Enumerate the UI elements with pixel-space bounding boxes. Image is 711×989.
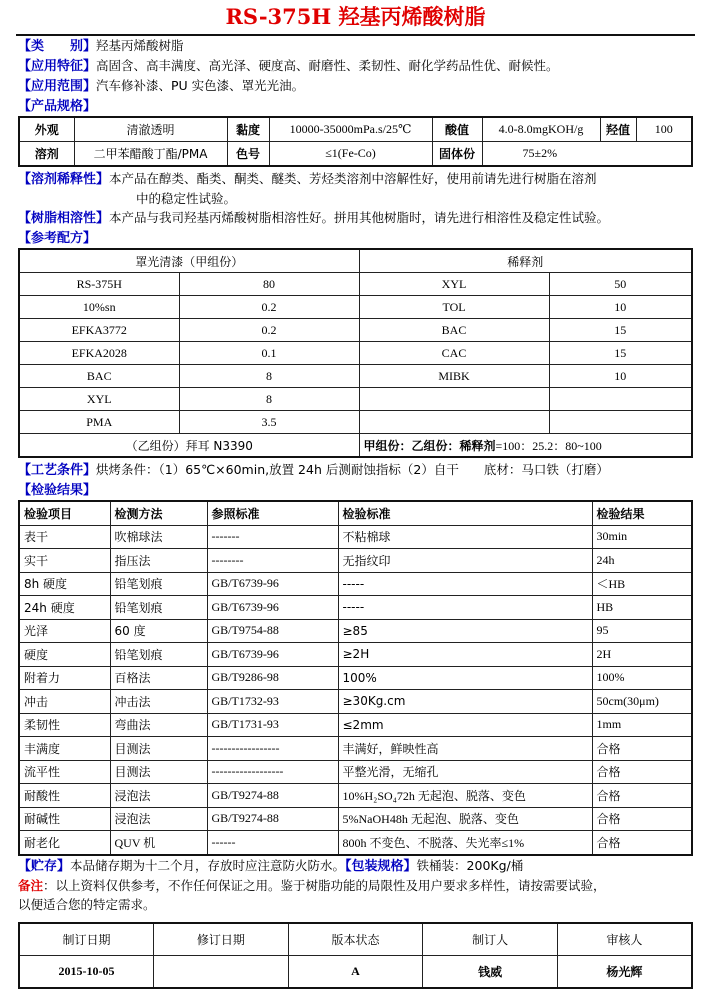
test-header: 检验项目 <box>19 501 110 525</box>
table-row <box>19 784 692 808</box>
test-standard: GB/T6739-96 <box>207 572 338 596</box>
formula-cell: CAC <box>359 342 549 365</box>
test-criterion: 5%NaOH48h 无起泡、脱落、变色 <box>338 807 592 831</box>
page-title: RS-375H 羟基丙烯酸树脂 <box>16 0 695 36</box>
formula-cell: 3.5 <box>179 411 359 434</box>
test-criterion: ----- <box>338 596 592 620</box>
table-row <box>19 549 692 573</box>
table-row <box>19 713 692 737</box>
test-standard: GB/T6739-96 <box>207 596 338 620</box>
label-formula: 【参考配方】 <box>18 231 97 246</box>
revision-modified-date <box>154 955 289 988</box>
text-features: 高固含、高丰满度、高光泽、硬度高、耐磨性、柔韧性、耐化学药品性优、耐候性。 <box>96 58 559 73</box>
table-row <box>19 666 692 690</box>
test-criterion: ≥30Kg.cm <box>338 690 592 714</box>
formula-cell: BAC <box>19 365 179 388</box>
test-method: 铅笔划痕 <box>110 643 207 667</box>
revision-header-row <box>19 923 692 956</box>
text-packaging: 铁桶装：200Kg/桶 <box>416 857 524 873</box>
spec-table <box>18 116 693 167</box>
test-result: HB <box>592 596 692 620</box>
spec-label: 羟值 <box>600 117 636 142</box>
text-storage: 本品储存期为十二个月，存放时应注意防火防水。 <box>70 857 346 873</box>
spec-value: 10000-35000mPa.s/25℃ <box>269 117 432 142</box>
test-standard: ------------------ <box>207 760 338 784</box>
test-standard: GB/T9274-88 <box>207 807 338 831</box>
formula-cell: 50 <box>549 273 692 296</box>
revision-header: 制订日期 <box>19 923 154 956</box>
text-note-line1: ：以上资料仅供参考，不作任何保证之用。鉴于树脂功能的局限性及用户要求多样性，请按需要试验， <box>43 877 606 893</box>
text-category: 羟基丙烯酸树脂 <box>96 38 184 53</box>
test-item: 流平性 <box>19 760 110 784</box>
section-solvent-cont <box>18 189 693 208</box>
test-item: 冲击 <box>19 690 110 714</box>
test-result: 100% <box>592 666 692 690</box>
revision-header: 修订日期 <box>154 923 289 956</box>
section-test-heading <box>18 480 693 500</box>
section-spec-heading <box>18 96 693 116</box>
test-standard: GB/T9286-98 <box>207 666 338 690</box>
formula-cell: MIBK <box>359 365 549 388</box>
table-row <box>19 760 692 784</box>
revision-header: 版本状态 <box>288 923 423 956</box>
formula-cell: PMA <box>19 411 179 434</box>
test-result: 24h <box>592 549 692 573</box>
text-process: 烘烤条件：（1）65℃×60min,放置 24h 后测耐蚀指标（2）自干 底材：马口铁（打磨） <box>96 462 609 477</box>
formula-cell: 0.2 <box>179 319 359 342</box>
revision-table <box>18 922 693 989</box>
test-result: 合格 <box>592 784 692 808</box>
table-row <box>19 525 692 549</box>
test-standard: ------ <box>207 831 338 855</box>
test-standard: GB/T6739-96 <box>207 643 338 667</box>
formula-row <box>19 319 692 342</box>
test-result: 50cm(30μm) <box>592 690 692 714</box>
test-method: 浸泡法 <box>110 784 207 808</box>
test-header: 检验结果 <box>592 501 692 525</box>
text-note-line2: 以便适合您的特定需求。 <box>18 896 156 912</box>
label-test: 【检验结果】 <box>18 483 97 498</box>
section-solvent <box>18 169 693 189</box>
formula-cell <box>359 388 549 411</box>
label-packaging: 【包装规格】 <box>345 858 417 874</box>
test-item: 丰满度 <box>19 737 110 761</box>
test-result: ＜HB <box>592 572 692 596</box>
test-standard: -------- <box>207 549 338 573</box>
formula-head-right: 稀释剂 <box>359 249 692 273</box>
formula-table <box>18 248 693 458</box>
spec-label: 溶剂 <box>19 142 74 167</box>
table-row <box>19 807 692 831</box>
test-item: 耐酸性 <box>19 784 110 808</box>
table-row <box>19 737 692 761</box>
label-applications: 【应用范围】 <box>18 79 97 94</box>
test-criterion: 平整光滑，无缩孔 <box>338 760 592 784</box>
spec-label: 黏度 <box>227 117 269 142</box>
formula-part-b: （乙组份）拜耳 N3390 <box>19 434 359 458</box>
section-applications <box>18 76 693 96</box>
formula-cell <box>549 411 692 434</box>
revision-reviewer: 杨光辉 <box>557 955 692 988</box>
formula-cell: 15 <box>549 319 692 342</box>
section-features <box>18 56 693 76</box>
formula-ratio-row <box>19 434 692 458</box>
formula-ratio-value: =100：25.2：80~100 <box>495 438 602 453</box>
section-note-cont <box>18 895 693 914</box>
formula-cell: 0.2 <box>179 296 359 319</box>
test-item: 光泽 <box>19 619 110 643</box>
spec-label: 外观 <box>19 117 74 142</box>
test-result: 1mm <box>592 713 692 737</box>
formula-cell <box>549 388 692 411</box>
test-item: 24h 硬度 <box>19 596 110 620</box>
test-method: 目测法 <box>110 760 207 784</box>
spec-label: 固体份 <box>432 142 482 167</box>
test-method: 冲击法 <box>110 690 207 714</box>
formula-row <box>19 388 692 411</box>
section-compat <box>18 208 693 228</box>
test-criterion: ≥85 <box>338 619 592 643</box>
text-solvent-line2: 中的稳定性试验。 <box>136 191 237 206</box>
formula-cell: 10%sn <box>19 296 179 319</box>
test-standard: GB/T1732-93 <box>207 690 338 714</box>
test-result: 合格 <box>592 760 692 784</box>
section-category <box>18 36 693 56</box>
formula-cell: EFKA3772 <box>19 319 179 342</box>
test-criterion: 100% <box>338 666 592 690</box>
test-method: 60 度 <box>110 619 207 643</box>
spec-value: 清澈透明 <box>74 117 227 142</box>
spec-value: 100 <box>636 117 692 142</box>
spec-value: 二甲苯醋酸丁酯/PMA <box>74 142 227 167</box>
spec-label: 色号 <box>227 142 269 167</box>
test-result: 2H <box>592 643 692 667</box>
spec-label: 酸值 <box>432 117 482 142</box>
formula-cell: TOL <box>359 296 549 319</box>
label-process: 【工艺条件】 <box>18 463 97 478</box>
label-storage: 【贮存】 <box>18 858 71 874</box>
test-criterion: ≤2mm <box>338 713 592 737</box>
formula-header-row <box>19 249 692 273</box>
revision-date: 2015-10-05 <box>19 955 154 988</box>
test-criterion: 丰满好，鲜映性高 <box>338 737 592 761</box>
test-result: 合格 <box>592 807 692 831</box>
test-item: 8h 硬度 <box>19 572 110 596</box>
test-results-table <box>18 500 693 856</box>
formula-cell: 8 <box>179 365 359 388</box>
text-compat: 本产品与我司羟基丙烯酸树脂相溶性好。拼用其他树脂时，请先进行相溶性及稳定性试验。 <box>109 210 610 225</box>
test-method: 目测法 <box>110 737 207 761</box>
test-item: 耐老化 <box>19 831 110 855</box>
text-solvent-line1: 本产品在醇类、酯类、酮类、醚类、芳烃类溶剂中溶解性好，使用前请先进行树脂在溶剂 <box>109 171 597 186</box>
test-header: 参照标准 <box>207 501 338 525</box>
table-row <box>19 643 692 667</box>
formula-cell: 80 <box>179 273 359 296</box>
spec-value: 4.0-8.0mgKOH/g <box>482 117 600 142</box>
test-standard: ----------------- <box>207 737 338 761</box>
section-note <box>18 876 693 895</box>
test-method: QUV 机 <box>110 831 207 855</box>
formula-cell: 10 <box>549 296 692 319</box>
test-method: 指压法 <box>110 549 207 573</box>
test-item: 硬度 <box>19 643 110 667</box>
label-spec: 【产品规格】 <box>18 99 97 114</box>
revision-author: 钱威 <box>423 955 558 988</box>
test-result: 合格 <box>592 831 692 855</box>
formula-row <box>19 411 692 434</box>
formula-ratio-label: 甲组份：乙组份：稀释剂 <box>363 438 496 453</box>
label-category: 【类 别】 <box>18 39 97 54</box>
text-applications: 汽车修补漆、PU 实色漆、罩光光油。 <box>96 78 305 93</box>
formula-cell: XYL <box>359 273 549 296</box>
test-standard: GB/T9754-88 <box>207 619 338 643</box>
test-method: 百格法 <box>110 666 207 690</box>
spec-row <box>19 142 692 167</box>
test-criterion: ≥2H <box>338 643 592 667</box>
test-standard: ------- <box>207 525 338 549</box>
test-header: 检验标准 <box>338 501 592 525</box>
test-method: 浸泡法 <box>110 807 207 831</box>
label-note: 备注 <box>18 877 44 893</box>
table-row <box>19 572 692 596</box>
test-standard: GB/T9274-88 <box>207 784 338 808</box>
section-formula-heading <box>18 228 693 248</box>
revision-header: 制订人 <box>423 923 558 956</box>
formula-cell <box>359 411 549 434</box>
test-item: 耐碱性 <box>19 807 110 831</box>
test-criterion: 800h 不变色、不脱落、失光率≤1% <box>338 831 592 855</box>
test-method: 弯曲法 <box>110 713 207 737</box>
test-method: 铅笔划痕 <box>110 572 207 596</box>
table-row <box>19 690 692 714</box>
test-header-row <box>19 501 692 525</box>
test-item: 实干 <box>19 549 110 573</box>
test-result: 95 <box>592 619 692 643</box>
formula-cell: EFKA2028 <box>19 342 179 365</box>
revision-value-row <box>19 955 692 988</box>
revision-header: 审核人 <box>557 923 692 956</box>
label-solvent: 【溶剂稀释性】 <box>18 172 110 187</box>
formula-row <box>19 365 692 388</box>
spec-row <box>19 117 692 142</box>
test-standard: GB/T1731-93 <box>207 713 338 737</box>
formula-cell: 0.1 <box>179 342 359 365</box>
formula-row <box>19 296 692 319</box>
label-features: 【应用特征】 <box>18 59 97 74</box>
formula-cell: RS-375H <box>19 273 179 296</box>
table-row <box>19 596 692 620</box>
test-criterion: 无指纹印 <box>338 549 592 573</box>
test-item: 柔韧性 <box>19 713 110 737</box>
formula-cell: 15 <box>549 342 692 365</box>
formula-cell: 8 <box>179 388 359 411</box>
test-item: 附着力 <box>19 666 110 690</box>
test-criterion: 不粘棉球 <box>338 525 592 549</box>
formula-row <box>19 342 692 365</box>
formula-cell: XYL <box>19 388 179 411</box>
test-result: 合格 <box>592 737 692 761</box>
test-criterion: ----- <box>338 572 592 596</box>
formula-row <box>19 273 692 296</box>
test-method: 吹棉球法 <box>110 525 207 549</box>
test-result: 30min <box>592 525 692 549</box>
test-header: 检测方法 <box>110 501 207 525</box>
test-criterion: 10%H₂SO₄72h 无起泡、脱落、变色 <box>338 784 592 808</box>
spec-value: 75±2% <box>482 142 692 167</box>
table-row <box>19 619 692 643</box>
revision-version: A <box>288 955 423 988</box>
test-item: 表干 <box>19 525 110 549</box>
formula-cell: 10 <box>549 365 692 388</box>
formula-cell: BAC <box>359 319 549 342</box>
formula-ratio <box>359 434 692 458</box>
test-method: 铅笔划痕 <box>110 596 207 620</box>
table-row <box>19 831 692 855</box>
section-process <box>18 460 693 480</box>
formula-head-left: 罩光清漆（甲组份） <box>19 249 359 273</box>
spec-value: ≤1(Fe-Co) <box>269 142 432 167</box>
label-compat: 【树脂相溶性】 <box>18 211 110 226</box>
section-storage <box>18 856 693 876</box>
